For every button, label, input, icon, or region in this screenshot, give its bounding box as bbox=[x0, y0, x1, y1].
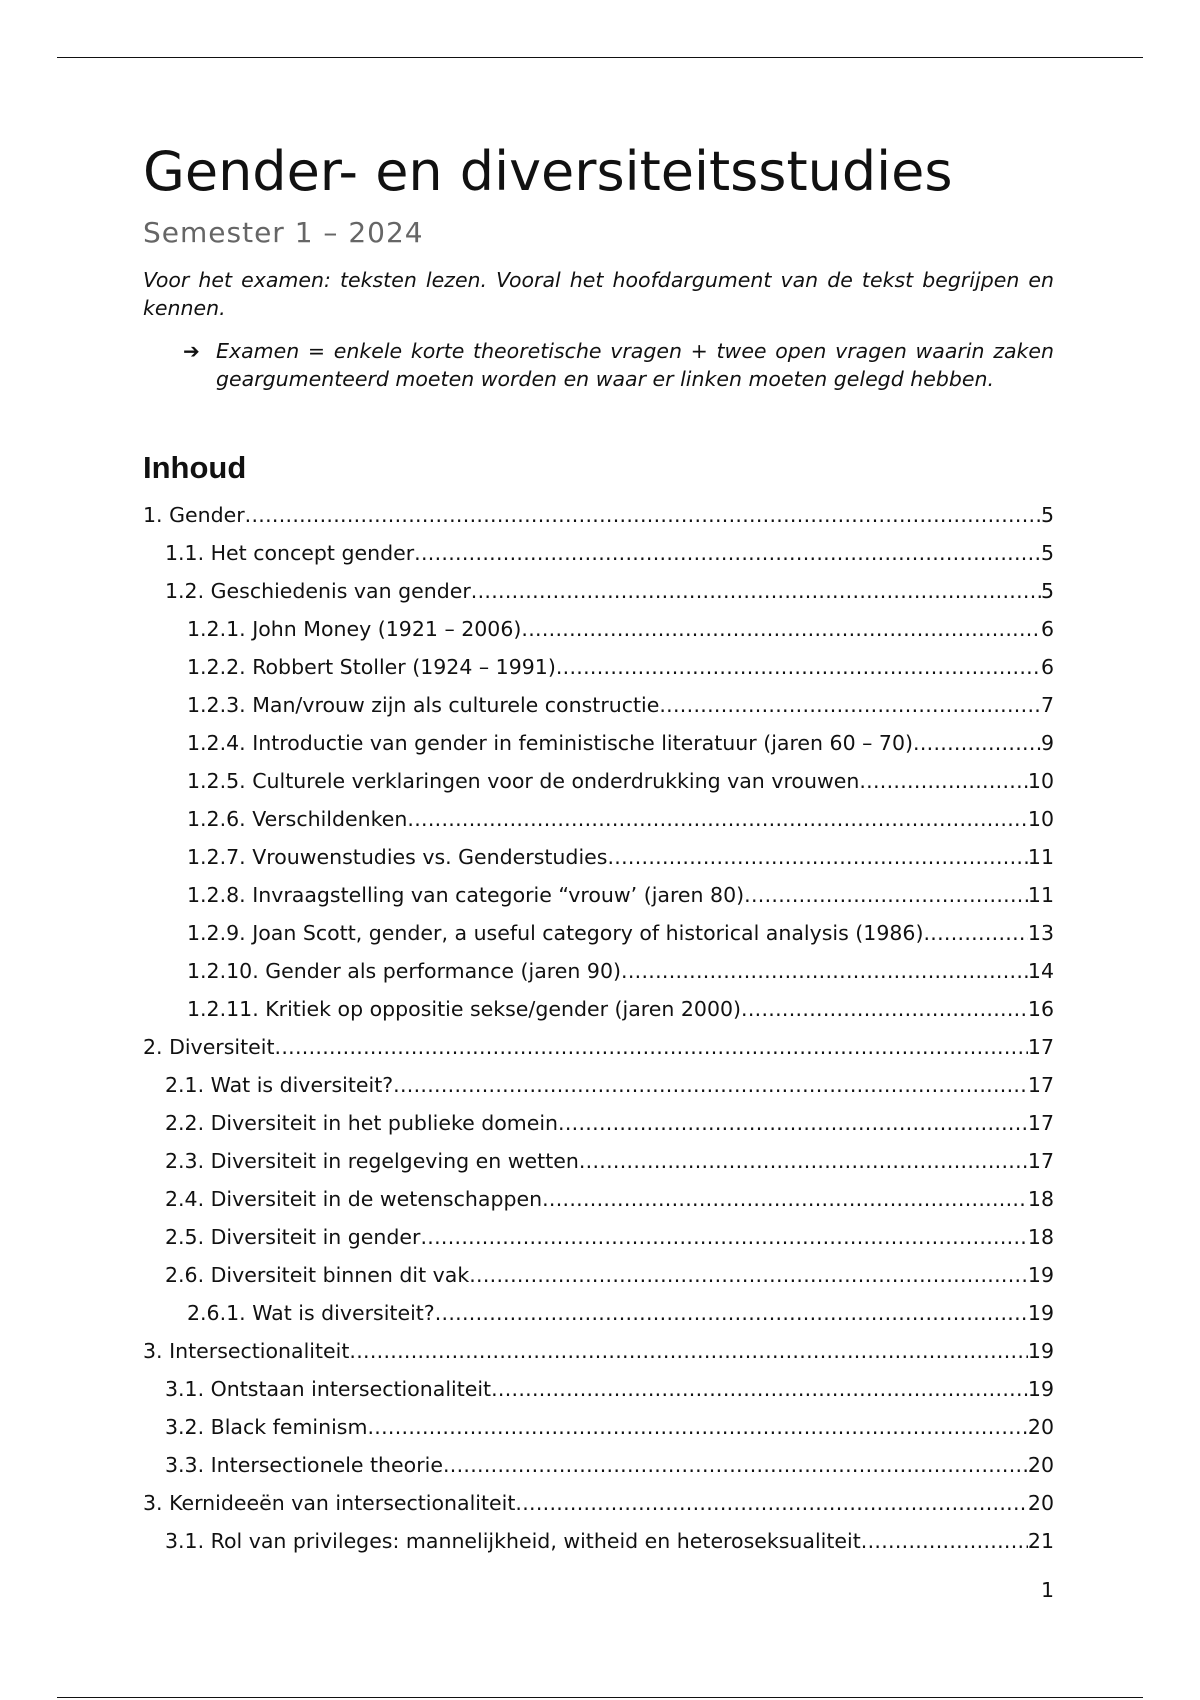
toc-entry[interactable] bbox=[143, 1218, 1054, 1256]
toc-dot-leader bbox=[367, 1408, 1027, 1446]
toc-entry[interactable] bbox=[143, 496, 1054, 534]
toc-entry-label: 1.2.10. Gender als performance (jaren 90) bbox=[187, 959, 621, 983]
toc-entry-label: 1.2.3. Man/vrouw zijn als culturele constructie bbox=[187, 693, 660, 717]
toc-entry-label: 1.1. Het concept gender bbox=[165, 541, 415, 565]
toc-entry-label: 2.3. Diversiteit in regelgeving en wetten bbox=[165, 1149, 579, 1173]
toc-entry-page: 6 bbox=[1040, 655, 1054, 679]
toc-entry-label: 1.2.7. Vrouwenstudies vs. Genderstudies bbox=[187, 845, 608, 869]
toc-entry-label: 1.2.5. Culturele verklaringen voor de onderdrukking van vrouwen bbox=[187, 769, 860, 793]
toc-entry[interactable] bbox=[143, 1370, 1054, 1408]
toc-entry[interactable] bbox=[143, 1332, 1054, 1370]
toc-entry-page: 5 bbox=[1040, 579, 1054, 603]
toc-entry-label: 1.2.8. Invraagstelling van categorie “vrouw’ (jaren 80) bbox=[187, 883, 745, 907]
toc-entry-page: 17 bbox=[1027, 1073, 1054, 1097]
exam-bullet bbox=[183, 337, 1054, 393]
toc-entry-page: 5 bbox=[1040, 503, 1054, 527]
toc-entry[interactable] bbox=[143, 1066, 1054, 1104]
toc-entry-label: 1.2.9. Joan Scott, gender, a useful category of historical analysis (1986) bbox=[187, 921, 924, 945]
toc-entry-page: 6 bbox=[1040, 617, 1054, 641]
toc-entry[interactable] bbox=[143, 1408, 1054, 1446]
toc-entry-page: 5 bbox=[1040, 541, 1054, 565]
toc-entry-page: 18 bbox=[1027, 1225, 1054, 1249]
toc-entry[interactable] bbox=[143, 610, 1054, 648]
document-title: Gender- en diversiteitsstudies bbox=[143, 140, 953, 203]
toc-entry-page: 14 bbox=[1027, 959, 1054, 983]
toc-entry-page: 16 bbox=[1027, 997, 1054, 1021]
toc-dot-leader bbox=[521, 610, 1041, 648]
toc-entry-page: 10 bbox=[1027, 769, 1054, 793]
toc-entry-label: 3.3. Intersectionele theorie bbox=[165, 1453, 443, 1477]
toc-dot-leader bbox=[349, 1332, 1028, 1370]
toc-entry-page: 9 bbox=[1040, 731, 1054, 755]
toc-entry-page: 10 bbox=[1027, 807, 1054, 831]
toc-dot-leader bbox=[558, 1104, 1028, 1142]
toc-entry-label: 1.2.1. John Money (1921 – 2006) bbox=[187, 617, 522, 641]
toc-heading: Inhoud bbox=[143, 450, 247, 485]
toc-dot-leader bbox=[542, 1180, 1028, 1218]
toc-entry[interactable] bbox=[143, 648, 1054, 686]
toc-entry[interactable] bbox=[143, 1484, 1054, 1522]
toc-dot-leader bbox=[744, 876, 1028, 914]
toc-dot-leader bbox=[861, 1522, 1028, 1560]
toc-dot-leader bbox=[407, 800, 1028, 838]
toc-entry[interactable] bbox=[143, 1104, 1054, 1142]
toc-entry[interactable] bbox=[143, 534, 1054, 572]
toc-entry-page: 19 bbox=[1027, 1377, 1054, 1401]
footer-rule bbox=[57, 1697, 1143, 1698]
toc-entry-page: 19 bbox=[1027, 1263, 1054, 1287]
page-number: 1 bbox=[1040, 1578, 1054, 1602]
toc-entry[interactable] bbox=[143, 1180, 1054, 1218]
header-rule bbox=[57, 57, 1143, 58]
toc-entry-label: 1.2.4. Introductie van gender in feministische literatuur (jaren 60 – 70) bbox=[187, 731, 913, 755]
toc-entry[interactable] bbox=[143, 724, 1054, 762]
toc-entry-label: 2.6. Diversiteit binnen dit vak bbox=[165, 1263, 470, 1287]
toc-dot-leader bbox=[923, 914, 1027, 952]
intro-paragraph: Voor het examen: teksten lezen. Vooral het hoofdargument van de tekst begrijpen en kennen. bbox=[143, 268, 1054, 320]
toc-entry[interactable] bbox=[143, 1142, 1054, 1180]
toc-dot-leader bbox=[393, 1066, 1028, 1104]
toc-entry[interactable] bbox=[143, 952, 1054, 990]
table-of-contents bbox=[143, 496, 1054, 1560]
toc-entry-page: 19 bbox=[1027, 1301, 1054, 1325]
toc-entry[interactable] bbox=[143, 1446, 1054, 1484]
toc-entry-page: 20 bbox=[1027, 1453, 1054, 1477]
toc-entry-label: 2.1. Wat is diversiteit? bbox=[165, 1073, 394, 1097]
toc-entry[interactable] bbox=[143, 686, 1054, 724]
toc-dot-leader bbox=[741, 990, 1028, 1028]
toc-entry-label: 2.4. Diversiteit in de wetenschappen bbox=[165, 1187, 543, 1211]
toc-entry[interactable] bbox=[143, 762, 1054, 800]
toc-dot-leader bbox=[469, 1256, 1028, 1294]
toc-entry[interactable] bbox=[143, 876, 1054, 914]
toc-entry-label: 1.2. Geschiedenis van gender bbox=[165, 579, 471, 603]
document-subtitle: Semester 1 – 2024 bbox=[143, 216, 424, 249]
toc-dot-leader bbox=[245, 496, 1041, 534]
toc-entry-label: 3.2. Black feminism bbox=[165, 1415, 368, 1439]
toc-entry-label: 1.2.11. Kritiek op oppositie sekse/gender (jaren 2000) bbox=[187, 997, 742, 1021]
toc-entry-label: 1. Gender bbox=[143, 503, 245, 527]
toc-dot-leader bbox=[859, 762, 1028, 800]
toc-entry-label: 1.2.2. Robbert Stoller (1924 – 1991) bbox=[187, 655, 556, 679]
toc-entry-label: 1.2.6. Verschildenken bbox=[187, 807, 408, 831]
exam-bullet-text: Examen = enkele korte theoretische vragen + twee open vragen waarin zaken geargumenteerd moeten worden en waar er linken moeten gelegd hebben. bbox=[216, 339, 1054, 391]
toc-entry-label: 2.6.1. Wat is diversiteit? bbox=[187, 1301, 435, 1325]
toc-dot-leader bbox=[556, 648, 1041, 686]
toc-entry[interactable] bbox=[143, 838, 1054, 876]
toc-entry-page: 7 bbox=[1040, 693, 1054, 717]
toc-dot-leader bbox=[491, 1370, 1028, 1408]
toc-entry-page: 19 bbox=[1027, 1339, 1054, 1363]
toc-entry-page: 11 bbox=[1027, 883, 1054, 907]
toc-entry-label: 2. Diversiteit bbox=[143, 1035, 275, 1059]
toc-entry-page: 13 bbox=[1027, 921, 1054, 945]
toc-entry-label: 3. Intersectionaliteit bbox=[143, 1339, 350, 1363]
toc-entry[interactable] bbox=[143, 1522, 1054, 1560]
toc-entry[interactable] bbox=[143, 990, 1054, 1028]
toc-dot-leader bbox=[414, 534, 1041, 572]
toc-dot-leader bbox=[579, 1142, 1028, 1180]
toc-dot-leader bbox=[443, 1446, 1028, 1484]
toc-entry[interactable] bbox=[143, 1294, 1054, 1332]
toc-entry[interactable] bbox=[143, 1256, 1054, 1294]
toc-entry-page: 20 bbox=[1027, 1415, 1054, 1439]
toc-entry-label: 2.5. Diversiteit in gender bbox=[165, 1225, 421, 1249]
toc-entry-label: 3. Kernideeën van intersectionaliteit bbox=[143, 1491, 516, 1515]
toc-dot-leader bbox=[659, 686, 1041, 724]
toc-entry-label: 3.1. Ontstaan intersectionaliteit bbox=[165, 1377, 492, 1401]
toc-dot-leader bbox=[420, 1218, 1027, 1256]
toc-dot-leader bbox=[621, 952, 1028, 990]
toc-entry-page: 18 bbox=[1027, 1187, 1054, 1211]
toc-dot-leader bbox=[435, 1294, 1028, 1332]
toc-entry-page: 20 bbox=[1027, 1491, 1054, 1515]
toc-dot-leader bbox=[913, 724, 1041, 762]
arrow-right-icon: ➔ bbox=[183, 339, 200, 363]
toc-entry-label: 3.1. Rol van privileges: mannelijkheid, witheid en heteroseksualiteit bbox=[165, 1529, 861, 1553]
toc-entry-page: 17 bbox=[1027, 1149, 1054, 1173]
toc-dot-leader bbox=[515, 1484, 1028, 1522]
toc-dot-leader bbox=[275, 1028, 1028, 1066]
toc-entry-page: 21 bbox=[1027, 1529, 1054, 1553]
toc-entry-page: 11 bbox=[1027, 845, 1054, 869]
toc-entry-page: 17 bbox=[1027, 1035, 1054, 1059]
toc-entry-page: 17 bbox=[1027, 1111, 1054, 1135]
toc-entry[interactable] bbox=[143, 1028, 1054, 1066]
toc-dot-leader bbox=[607, 838, 1027, 876]
toc-entry[interactable] bbox=[143, 572, 1054, 610]
toc-entry[interactable] bbox=[143, 914, 1054, 952]
toc-dot-leader bbox=[471, 572, 1041, 610]
toc-entry[interactable] bbox=[143, 800, 1054, 838]
toc-entry-label: 2.2. Diversiteit in het publieke domein bbox=[165, 1111, 559, 1135]
